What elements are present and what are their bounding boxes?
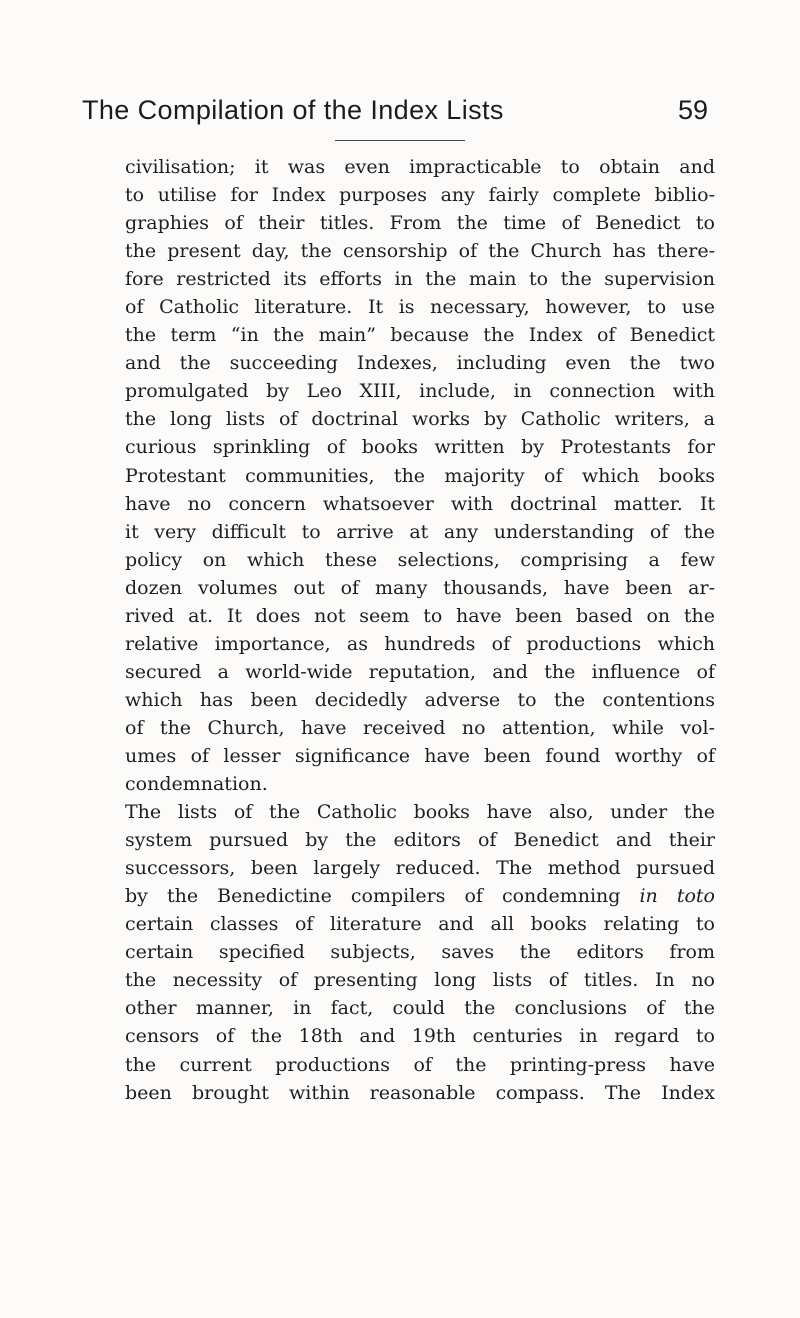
text-line: other manner, in fact, could the conclusions of the bbox=[125, 997, 715, 1020]
text-line: the current productions of the printing-press have bbox=[125, 1053, 715, 1076]
text-line: have no concern whatsoever with doctrinal matter. It bbox=[125, 492, 715, 515]
text-line: and the succeeding Indexes, including even the two bbox=[125, 352, 715, 375]
running-header bbox=[82, 95, 720, 135]
text-line: the present day, the censorship of the Church has there- bbox=[125, 240, 715, 263]
text-line: dozen volumes out of many thousands, have been ar- bbox=[125, 576, 715, 599]
text-line: the necessity of presenting long lists of titles. In no bbox=[125, 969, 715, 992]
text-segment: by the Benedictine compilers of condemning bbox=[125, 885, 640, 908]
text-line: the long lists of doctrinal works by Catholic writers, a bbox=[125, 408, 715, 431]
body-text bbox=[125, 153, 715, 1107]
page-number: 59 bbox=[677, 95, 708, 125]
text-line: fore restricted its efforts in the main to the supervision bbox=[125, 268, 715, 291]
text-line: secured a world-wide reputation, and the influence of bbox=[125, 660, 715, 683]
text-line: of the Church, have received no attention, while vol- bbox=[125, 716, 715, 739]
text-line: promulgated by Leo XIII, include, in connection with bbox=[125, 380, 715, 403]
text-line: condemnation. bbox=[125, 773, 268, 796]
header-rule bbox=[335, 140, 465, 141]
text-line: successors, been largely reduced. The method pursued bbox=[125, 857, 715, 880]
text-line: curious sprinkling of books written by Protestants for bbox=[125, 436, 715, 459]
text-line: Protestant communities, the majority of which books bbox=[125, 464, 715, 487]
text-line: which has been decidedly adverse to the contentions bbox=[125, 688, 715, 711]
running-title: The Compilation of the Index Lists bbox=[82, 95, 504, 125]
text-line bbox=[125, 882, 715, 910]
text-line: certain classes of literature and all books relating to bbox=[125, 913, 715, 936]
text-line: The lists of the Catholic books have also, under the bbox=[125, 801, 715, 824]
text-line: been brought within reasonable compass. The Index bbox=[125, 1081, 715, 1104]
text-line: the term “in the main” because the Index of Benedict bbox=[125, 324, 715, 347]
text-line: certain specified subjects, saves the editors from bbox=[125, 941, 715, 964]
text-line: it very difficult to arrive at any understanding of the bbox=[125, 520, 715, 543]
text-line: system pursued by the editors of Benedict and their bbox=[125, 829, 715, 852]
text-line: of Catholic literature. It is necessary, however, to use bbox=[125, 296, 715, 319]
text-line: relative importance, as hundreds of productions which bbox=[125, 632, 715, 655]
text-line: graphies of their titles. From the time of Benedict to bbox=[125, 212, 715, 235]
text-line: policy on which these selections, comprising a few bbox=[125, 548, 715, 571]
italic-phrase: in toto bbox=[639, 885, 715, 908]
text-line: to utilise for Index purposes any fairly complete biblio- bbox=[125, 184, 715, 207]
text-line: civilisation; it was even impracticable to obtain and bbox=[125, 156, 715, 178]
text-line: umes of lesser significance have been found worthy of bbox=[125, 744, 715, 767]
text-line: rived at. It does not seem to have been based on the bbox=[125, 604, 715, 627]
text-line: censors of the 18th and 19th centuries in regard to bbox=[125, 1025, 715, 1048]
